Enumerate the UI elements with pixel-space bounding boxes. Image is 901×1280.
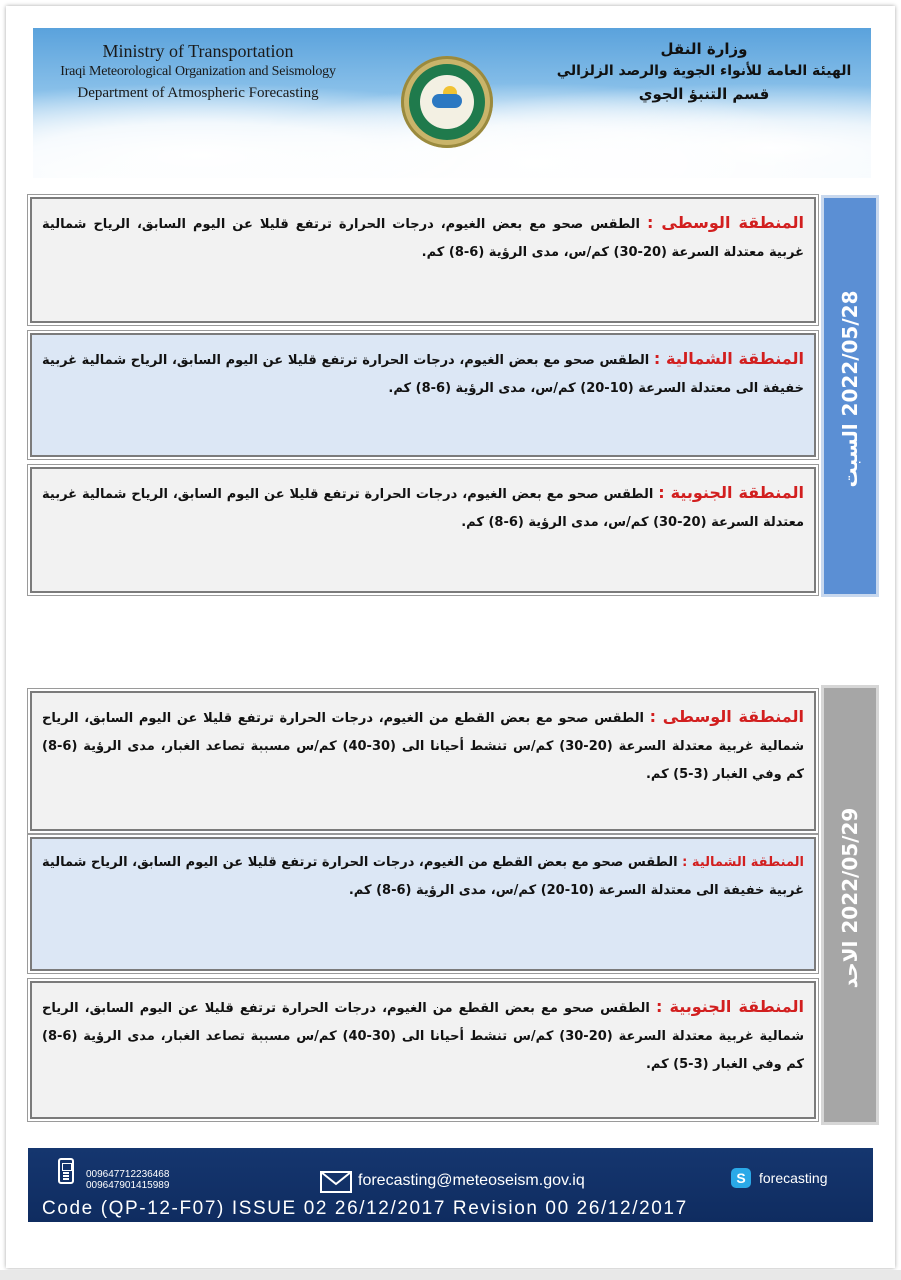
forecast-entry-central [30, 691, 816, 831]
header-ar-ministry: وزارة النقل [660, 40, 748, 58]
bottom-strip [0, 1270, 901, 1280]
forecast-text: الطقس صحو مع بعض القطع من الغيوم، درجات الحرارة ترتفع قليلا عن اليوم السابق، الرياح شمالية غربية خفيفة الى معتدلة السرعة (10-20) كم/س، مدى الرؤية (6-8) كم. [42, 855, 804, 898]
forecast-text: الطقس صحو مع بعض الغيوم، درجات الحرارة ترتفع قليلا عن اليوم السابق، الرياح شمالية غربية معتدلة السرعة (20-30) كم/س، مدى الرؤية (6-8) كم. [42, 487, 804, 530]
date-band [821, 685, 879, 1125]
region-title: المنطقة الشمالية : [682, 855, 804, 870]
skype-icon: S [731, 1168, 751, 1188]
mail-icon [320, 1171, 352, 1193]
region-title: المنطقة الجنوبية : [658, 483, 804, 502]
forecast-day-2 [30, 685, 880, 1125]
forecast-text: الطقس صحو مع بعض القطع من الغيوم، درجات الحرارة ترتفع قليلا عن اليوم السابق، الرياح شمالية غربية معتدلة السرعة (20-30) كم/س تنشط أحيانا الى (30-40) كم/س مسببة تصاعد الغبار، مدى الرؤية (6-8) كم وفي الغبار (3-5) كم. [42, 1001, 804, 1072]
day-name: الاحد [838, 940, 862, 989]
forecast-text: الطقس صحو مع بعض الغيوم، درجات الحرارة ترتفع قليلا عن اليوم السابق، الرياح شمالية غربية معتدلة السرعة (20-30) كم/س، مدى الرؤية (6-8) كم. [42, 217, 804, 260]
date-band [821, 195, 879, 597]
header-en-org: Iraqi Meteorological Organization and Seismology [60, 64, 336, 79]
header-en-ministry: Ministry of Transportation [102, 41, 294, 61]
header-en-dept: Department of Atmospheric Forecasting [77, 85, 319, 101]
phone-number: 009647901415989 [86, 1180, 170, 1191]
header-banner [33, 28, 871, 178]
forecast-entry-south [30, 981, 816, 1119]
forecast-day-1 [30, 195, 880, 600]
forecast-entry-north [30, 333, 816, 457]
document-code-line: Code (QP-12-F07) ISSUE 02 26/12/2017 Revision 00 26/12/2017 [42, 1198, 688, 1219]
organization-logo [401, 56, 493, 148]
day-name: السبت [838, 423, 862, 488]
header-ar-org: الهيئة العامة للأنواء الجوية والرصد الزلزالي [556, 63, 852, 79]
region-title: المنطقة الوسطى : [646, 213, 805, 232]
footer [28, 1148, 873, 1222]
phone-numbers [86, 1169, 169, 1191]
region-title: المنطقة الشمالية : [653, 349, 804, 368]
date-value: 2022/05/28 [838, 290, 862, 417]
phone-icon [58, 1158, 74, 1184]
forecast-text: الطقس صحو مع بعض الغيوم، درجات الحرارة ترتفع قليلا عن اليوم السابق، الرياح شمالية غربية خفيفة الى معتدلة السرعة (10-20) كم/س، مدى الرؤية (6-8) كم. [42, 353, 804, 396]
phone-number: 009647712236468 [86, 1169, 170, 1180]
skype-handle[interactable]: forecasting [759, 1170, 828, 1186]
header-ar-dept: قسم التنبؤ الجوي [638, 85, 770, 103]
header-english [33, 40, 363, 104]
region-title: المنطقة الوسطى : [649, 707, 805, 726]
forecast-entry-central [30, 197, 816, 323]
region-title: المنطقة الجنوبية : [655, 997, 805, 1016]
date-value: 2022/05/29 [838, 807, 862, 934]
email-link[interactable]: forecasting@meteoseism.gov.iq [358, 1172, 585, 1189]
header-arabic [539, 38, 869, 106]
forecast-entry-north [30, 837, 816, 971]
forecast-text: الطقس صحو مع بعض القطع من الغيوم، درجات الحرارة ترتفع قليلا عن اليوم السابق، الرياح شمالية غربية معتدلة السرعة (20-30) كم/س تنشط أحيانا الى (30-40) كم/س مسببة تصاعد الغبار، مدى الرؤية (6-8) كم وفي الغبار (3-5) كم. [42, 711, 804, 782]
forecast-entry-south [30, 467, 816, 593]
